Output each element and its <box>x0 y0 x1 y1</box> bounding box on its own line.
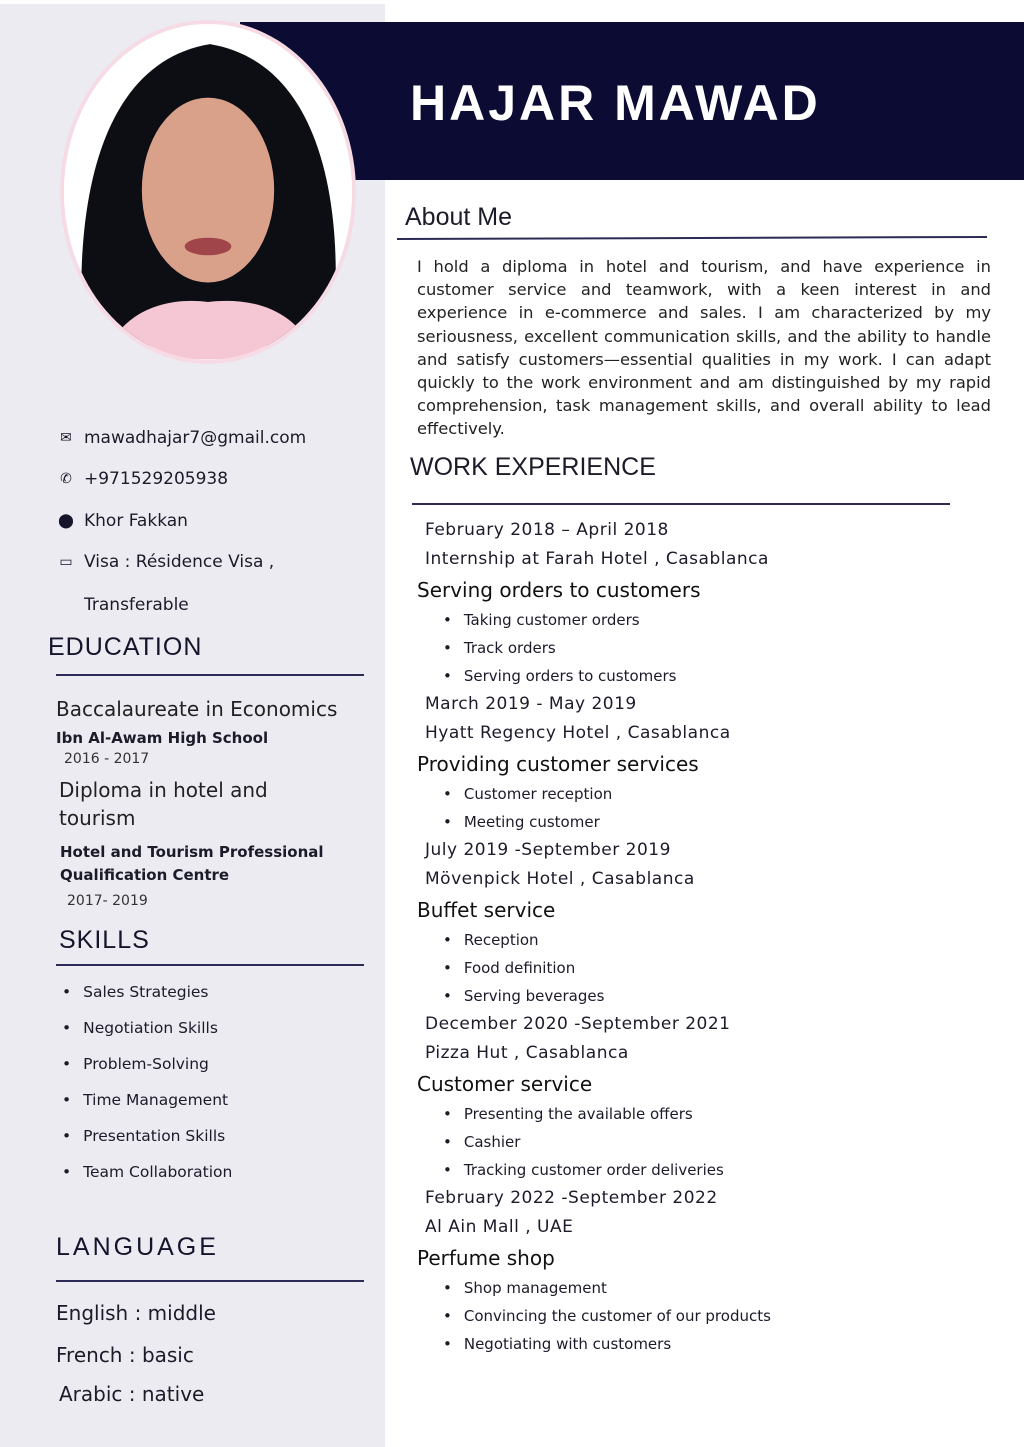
contact-phone: ✆ +971529205938 <box>58 469 228 489</box>
job-role: Customer service <box>417 1072 593 1096</box>
job-place: Internship at Farah Hotel , Casablanca <box>425 549 769 569</box>
divider <box>412 503 950 505</box>
language-item: Arabic : native <box>59 1382 205 1406</box>
education-years: 2016 - 2017 <box>64 751 150 767</box>
job-place: Al Ain Mall , UAE <box>425 1217 574 1237</box>
job-entry <box>417 1184 1007 1358</box>
location-pin-icon: ⬤ <box>58 513 74 529</box>
skill-item: • Team Collaboration <box>62 1163 232 1199</box>
job-tasks <box>417 926 1007 1010</box>
job-entry <box>417 690 1007 836</box>
job-tasks <box>417 606 1007 690</box>
about-text: I hold a diploma in hotel and tourism, and have experience in customer service and teamwork, with a keen interest in and experience in e-commerce and sales. I am characterized by my seriousness, excellent communication skills, and the ability to handle and satisfy customers—essential qualities in my work. I can adapt quickly to the work environment and am distinguished by my rapid comprehension, task management skills, and overall ability to lead effectively. <box>417 257 991 439</box>
job-tasks <box>417 780 1007 836</box>
job-task: • Track orders <box>443 634 1007 662</box>
job-place: Pizza Hut , Casablanca <box>425 1043 629 1063</box>
skill-item: • Time Management <box>62 1091 232 1127</box>
skills-title: SKILLS <box>59 926 150 954</box>
divider <box>56 674 364 676</box>
work-experience-title: WORK EXPERIENCE <box>410 453 656 481</box>
language-item: English : middle <box>56 1301 216 1325</box>
education-school: Hotel and Tourism Professional Qualification Centre <box>60 843 324 884</box>
job-tasks <box>417 1274 1007 1358</box>
job-task: • Taking customer orders <box>443 606 1007 634</box>
job-task: • Food definition <box>443 954 1007 982</box>
candidate-name: HAJAR MAWAD <box>410 75 821 131</box>
job-role: Buffet service <box>417 898 556 922</box>
skill-item: • Problem-Solving <box>62 1055 232 1091</box>
education-school: Ibn Al-Awam High School <box>56 729 269 747</box>
language-item: French : basic <box>56 1343 194 1367</box>
contact-location: ⬤ Khor Fakkan <box>58 511 188 531</box>
job-task: • Meeting customer <box>443 808 1007 836</box>
skills-list <box>62 983 232 1199</box>
education-degree: Diploma in hotel and tourism <box>59 778 268 830</box>
job-date: February 2022 -September 2022 <box>425 1188 718 1208</box>
job-task: • Tracking customer order deliveries <box>443 1156 1007 1184</box>
job-entry <box>417 1010 1007 1184</box>
envelope-icon: ✉ <box>60 430 72 446</box>
job-task: • Negotiating with customers <box>443 1330 1007 1358</box>
job-task: • Serving beverages <box>443 982 1007 1010</box>
job-task: • Serving orders to customers <box>443 662 1007 690</box>
contact-visa: ▭ Visa : Résidence Visa , <box>59 552 275 572</box>
about-title: About Me <box>405 203 513 231</box>
laptop-icon: ▭ <box>59 554 73 570</box>
divider <box>56 964 364 966</box>
job-task: • Cashier <box>443 1128 1007 1156</box>
language-title: LANGUAGE <box>56 1233 219 1261</box>
work-list <box>417 516 1007 1358</box>
divider <box>397 236 987 240</box>
job-task: • Reception <box>443 926 1007 954</box>
skill-item: • Sales Strategies <box>62 983 232 1019</box>
job-date: December 2020 -September 2021 <box>425 1014 731 1034</box>
job-task: • Customer reception <box>443 780 1007 808</box>
job-role: Providing customer services <box>417 752 699 776</box>
job-tasks <box>417 1100 1007 1184</box>
job-date: February 2018 – April 2018 <box>425 520 669 540</box>
profile-photo <box>60 20 356 364</box>
job-place: Mövenpick Hotel , Casablanca <box>425 869 695 889</box>
education-degree: Baccalaureate in Economics <box>56 697 338 721</box>
phone-icon: ✆ <box>60 471 72 487</box>
job-task: • Shop management <box>443 1274 1007 1302</box>
job-entry <box>417 516 1007 690</box>
job-place: Hyatt Regency Hotel , Casablanca <box>425 723 731 743</box>
job-role: Perfume shop <box>417 1246 555 1270</box>
divider <box>56 1280 364 1282</box>
contact-visa-extra: Transferable <box>84 595 189 615</box>
job-task: • Presenting the available offers <box>443 1100 1007 1128</box>
education-title: EDUCATION <box>48 633 203 661</box>
contact-email: ✉ mawadhajar7@gmail.com <box>58 428 306 448</box>
skill-item: • Negotiation Skills <box>62 1019 232 1055</box>
education-years: 2017- 2019 <box>67 893 148 909</box>
job-date: March 2019 - May 2019 <box>425 694 637 714</box>
skill-item: • Presentation Skills <box>62 1127 232 1163</box>
job-date: July 2019 -September 2019 <box>425 840 671 860</box>
job-entry <box>417 836 1007 1010</box>
job-role: Serving orders to customers <box>417 578 701 602</box>
job-task: • Convincing the customer of our products <box>443 1302 1007 1330</box>
